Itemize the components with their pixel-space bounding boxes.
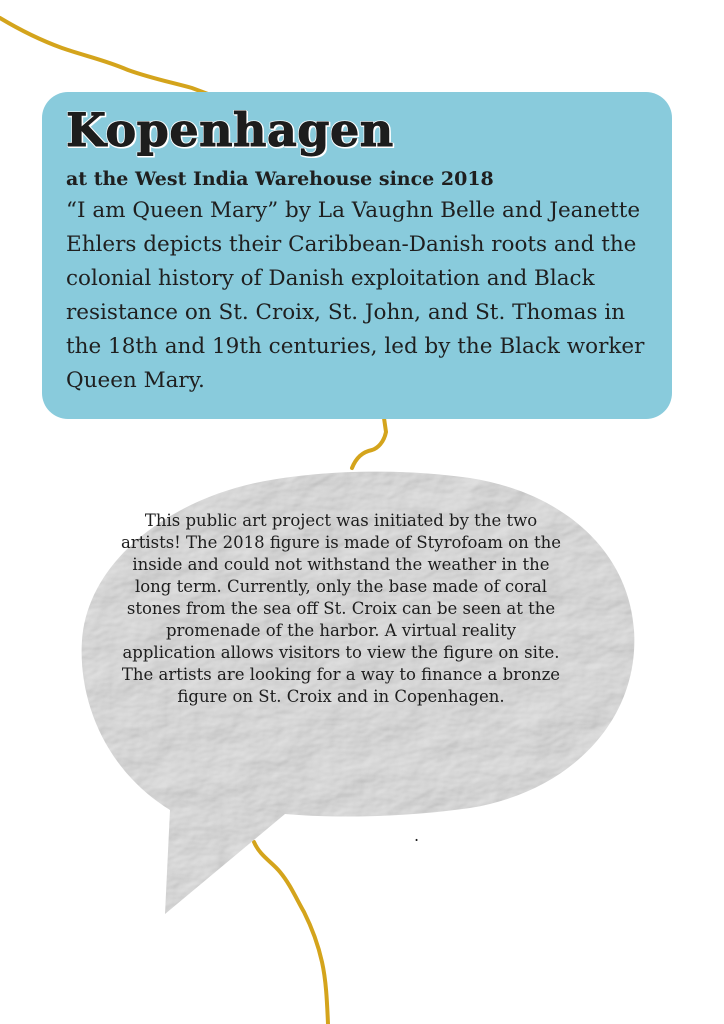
stray-dot: . <box>414 826 420 845</box>
bubble-paragraph: This public art project was initiated by the two artists! The 2018 figure is made of Styrofoam on the inside and could not withstand the weather in the long term. Currently, only the base made of coral stones from the sea off St. Croix can be seen at the promenade of the harbor. A virtual reality application allows visitors to view the figure on site. The artists are looking for a way to finance a bronze figure on St. Croix and in Copenhagen. <box>120 511 562 706</box>
title-box <box>42 92 672 419</box>
page-title: Kopenhagen <box>66 103 394 157</box>
intro-paragraph: “I am Queen Mary” by La Vaughn Belle and Jeanette Ehlers depicts their Caribbean-Danish roots and the colonial history of Danish exploitation and Black resistance on St. Croix, St. John, and St. Thomas in the 18th and 19th centuries, led by the Black worker Queen Mary. <box>66 198 645 393</box>
subtitle: at the West India Warehouse since 2018 <box>66 168 494 190</box>
